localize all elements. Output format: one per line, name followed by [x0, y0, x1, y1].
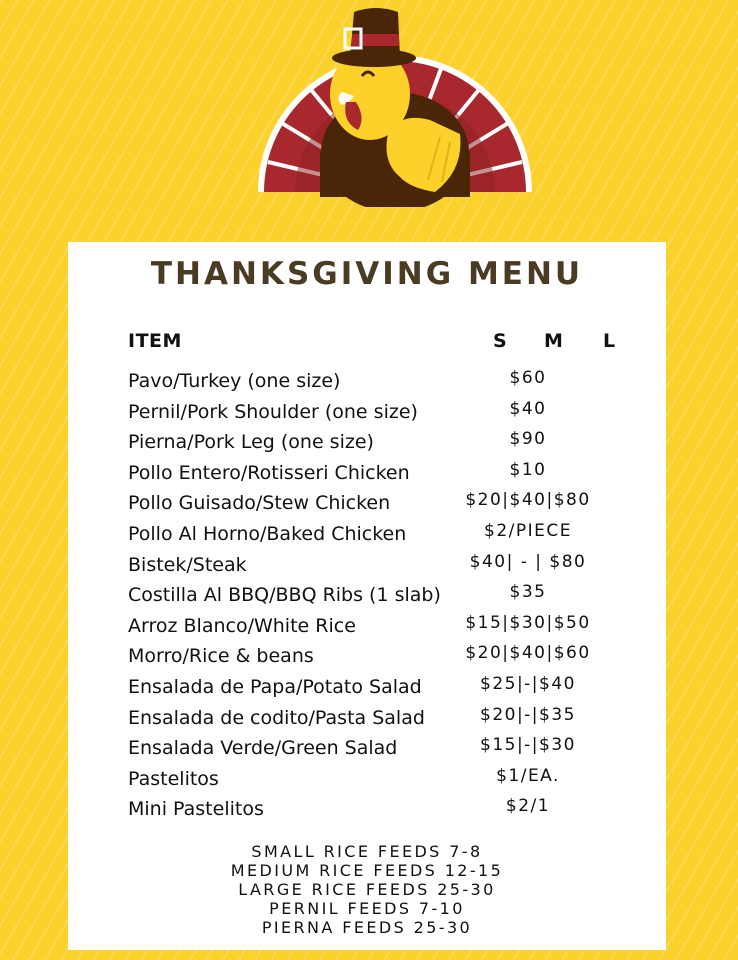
menu-item-name: Pollo Entero/Rotisseri Chicken — [128, 461, 410, 484]
menu-items-list — [68, 368, 666, 827]
menu-header — [68, 330, 666, 356]
serving-notes — [68, 842, 666, 937]
serving-note: MEDIUM RICE FEEDS 12-15 — [230, 861, 504, 880]
serving-note: SMALL RICE FEEDS 7-8 — [251, 842, 483, 861]
serving-note: PERNIL FEEDS 7-10 — [269, 899, 465, 918]
header-item-label: ITEM — [128, 330, 182, 352]
menu-card — [68, 242, 666, 950]
menu-item-row — [68, 796, 666, 827]
menu-item-name: Pernil/Pork Shoulder (one size) — [128, 400, 418, 423]
menu-item-name: Bistek/Steak — [128, 553, 247, 576]
menu-item-price: $40 — [509, 398, 547, 419]
menu-item-name: Costilla Al BBQ/BBQ Ribs (1 slab) — [128, 584, 441, 607]
menu-item-row — [68, 613, 666, 644]
menu-item-name: Ensalada Verde/Green Salad — [128, 737, 398, 760]
menu-item-name: Morro/Rice & beans — [128, 645, 314, 668]
turkey-illustration-icon — [250, 2, 540, 207]
menu-item-price: $1/EA. — [496, 765, 560, 786]
menu-item-price: $15|-|$30 — [480, 735, 576, 756]
menu-item-name: Arroz Blanco/White Rice — [128, 614, 356, 637]
menu-item-price: $20|$40|$80 — [465, 490, 591, 511]
menu-item-name: Pastelitos — [128, 767, 219, 790]
menu-item-price: $10 — [509, 459, 547, 480]
menu-item-name: Pollo Guisado/Stew Chicken — [128, 492, 391, 515]
serving-note: PIERNA FEEDS 25-30 — [261, 918, 473, 937]
menu-item-row — [68, 490, 666, 521]
menu-item-name: Pollo Al Horno/Baked Chicken — [128, 522, 407, 545]
menu-item-price: $35 — [509, 582, 547, 603]
menu-item-name: Mini Pastelitos — [128, 798, 264, 821]
menu-item-row — [68, 674, 666, 705]
header-size-medium: M — [544, 330, 563, 352]
menu-item-row — [68, 429, 666, 460]
menu-item-price: $2/PIECE — [484, 520, 572, 541]
serving-note: LARGE RICE FEEDS 25-30 — [238, 880, 496, 899]
menu-item-price: $20|$40|$60 — [465, 643, 591, 664]
menu-item-price: $40| - | $80 — [469, 551, 587, 572]
menu-item-name: Pavo/Turkey (one size) — [128, 370, 341, 392]
menu-item-name: Pierna/Pork Leg (one size) — [128, 431, 374, 454]
menu-item-row — [68, 643, 666, 674]
menu-item-name: Ensalada de codito/Pasta Salad — [128, 706, 425, 729]
menu-item-price: $90 — [509, 429, 547, 450]
menu-item-price: $15|$30|$50 — [465, 612, 591, 633]
menu-item-row — [68, 582, 666, 613]
menu-item-name: Ensalada de Papa/Potato Salad — [128, 675, 422, 698]
menu-item-row — [68, 552, 666, 583]
menu-item-row — [68, 766, 666, 797]
menu-item-price: $2/1 — [505, 796, 551, 817]
menu-item-row — [68, 705, 666, 736]
menu-item-price: $25|-|$40 — [480, 673, 576, 694]
menu-item-row — [68, 521, 666, 552]
menu-item-price: $20|-|$35 — [480, 704, 576, 725]
menu-item-row — [68, 735, 666, 766]
menu-item-row — [68, 368, 666, 399]
header-size-small: S — [493, 330, 507, 352]
menu-item-row — [68, 460, 666, 491]
menu-item-row — [68, 399, 666, 430]
menu-item-price: $60 — [509, 368, 547, 388]
menu-title: THANKSGIVING MENU — [150, 256, 584, 292]
header-size-large: L — [603, 330, 616, 352]
